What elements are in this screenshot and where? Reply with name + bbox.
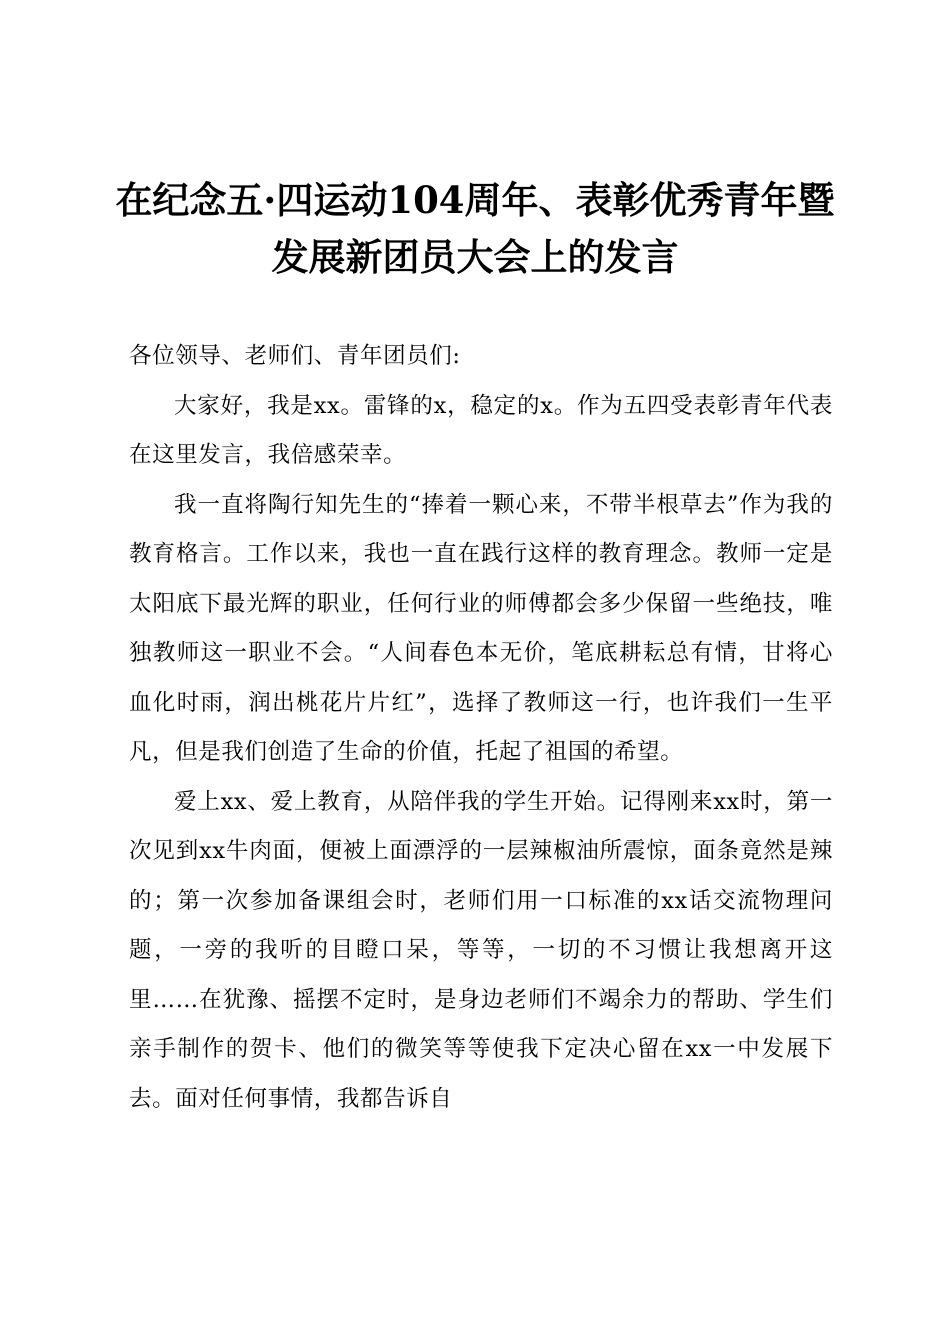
paragraph-2: 我一直将陶行知先生的“捧着一颗心来，不带半根草去”作为我的教育格言。工作以来，我也一直在践行这样的教育理念。教师一定是太阳底下最光辉的职业，任何行业的师傅都会多少保留一些绝技，唯独教师这一职业不会。“人间春色本无价，笔底耕耘总有情，甘将心血化时雨，润出桃花片片红”，选择了教师这一行，也许我们一生平凡，但是我们创造了生命的价值，托起了祖国的希望。 <box>129 491 833 765</box>
paragraph-3: 爱上xx、爱上教育，从陪伴我的学生开始。记得刚来xx时，第一次见到xx牛肉面，便被上面漂浮的一层辣椒油所震惊，面条竟然是辣的；第一次参加备课组会时，老师们用一口标准的xx话交流物理问题，一旁的我听的目瞪口呆，等等，一切的不习惯让我想离开这里……在犹豫、摇摆不定时，是身边老师们不竭余力的帮助、学生们亲手制作的贺卡、他们的微笑等等使我下定决心留在xx一中发展下去。面对任何事情，我都告诉自 <box>129 788 833 1112</box>
document-title <box>100 172 850 286</box>
greeting: 各位领导、老师们、青年团员们: <box>129 343 461 369</box>
paragraph-1: 大家好，我是xx。雷锋的x，稳定的x。作为五四受表彰青年代表在这里发言，我倍感荣幸。 <box>129 392 833 468</box>
title-line-2: 发展新团员大会上的发言 <box>271 235 679 279</box>
document-body <box>129 332 833 1124</box>
title-line-1: 在纪念五·四运动104周年、表彰优秀青年暨 <box>115 178 835 222</box>
